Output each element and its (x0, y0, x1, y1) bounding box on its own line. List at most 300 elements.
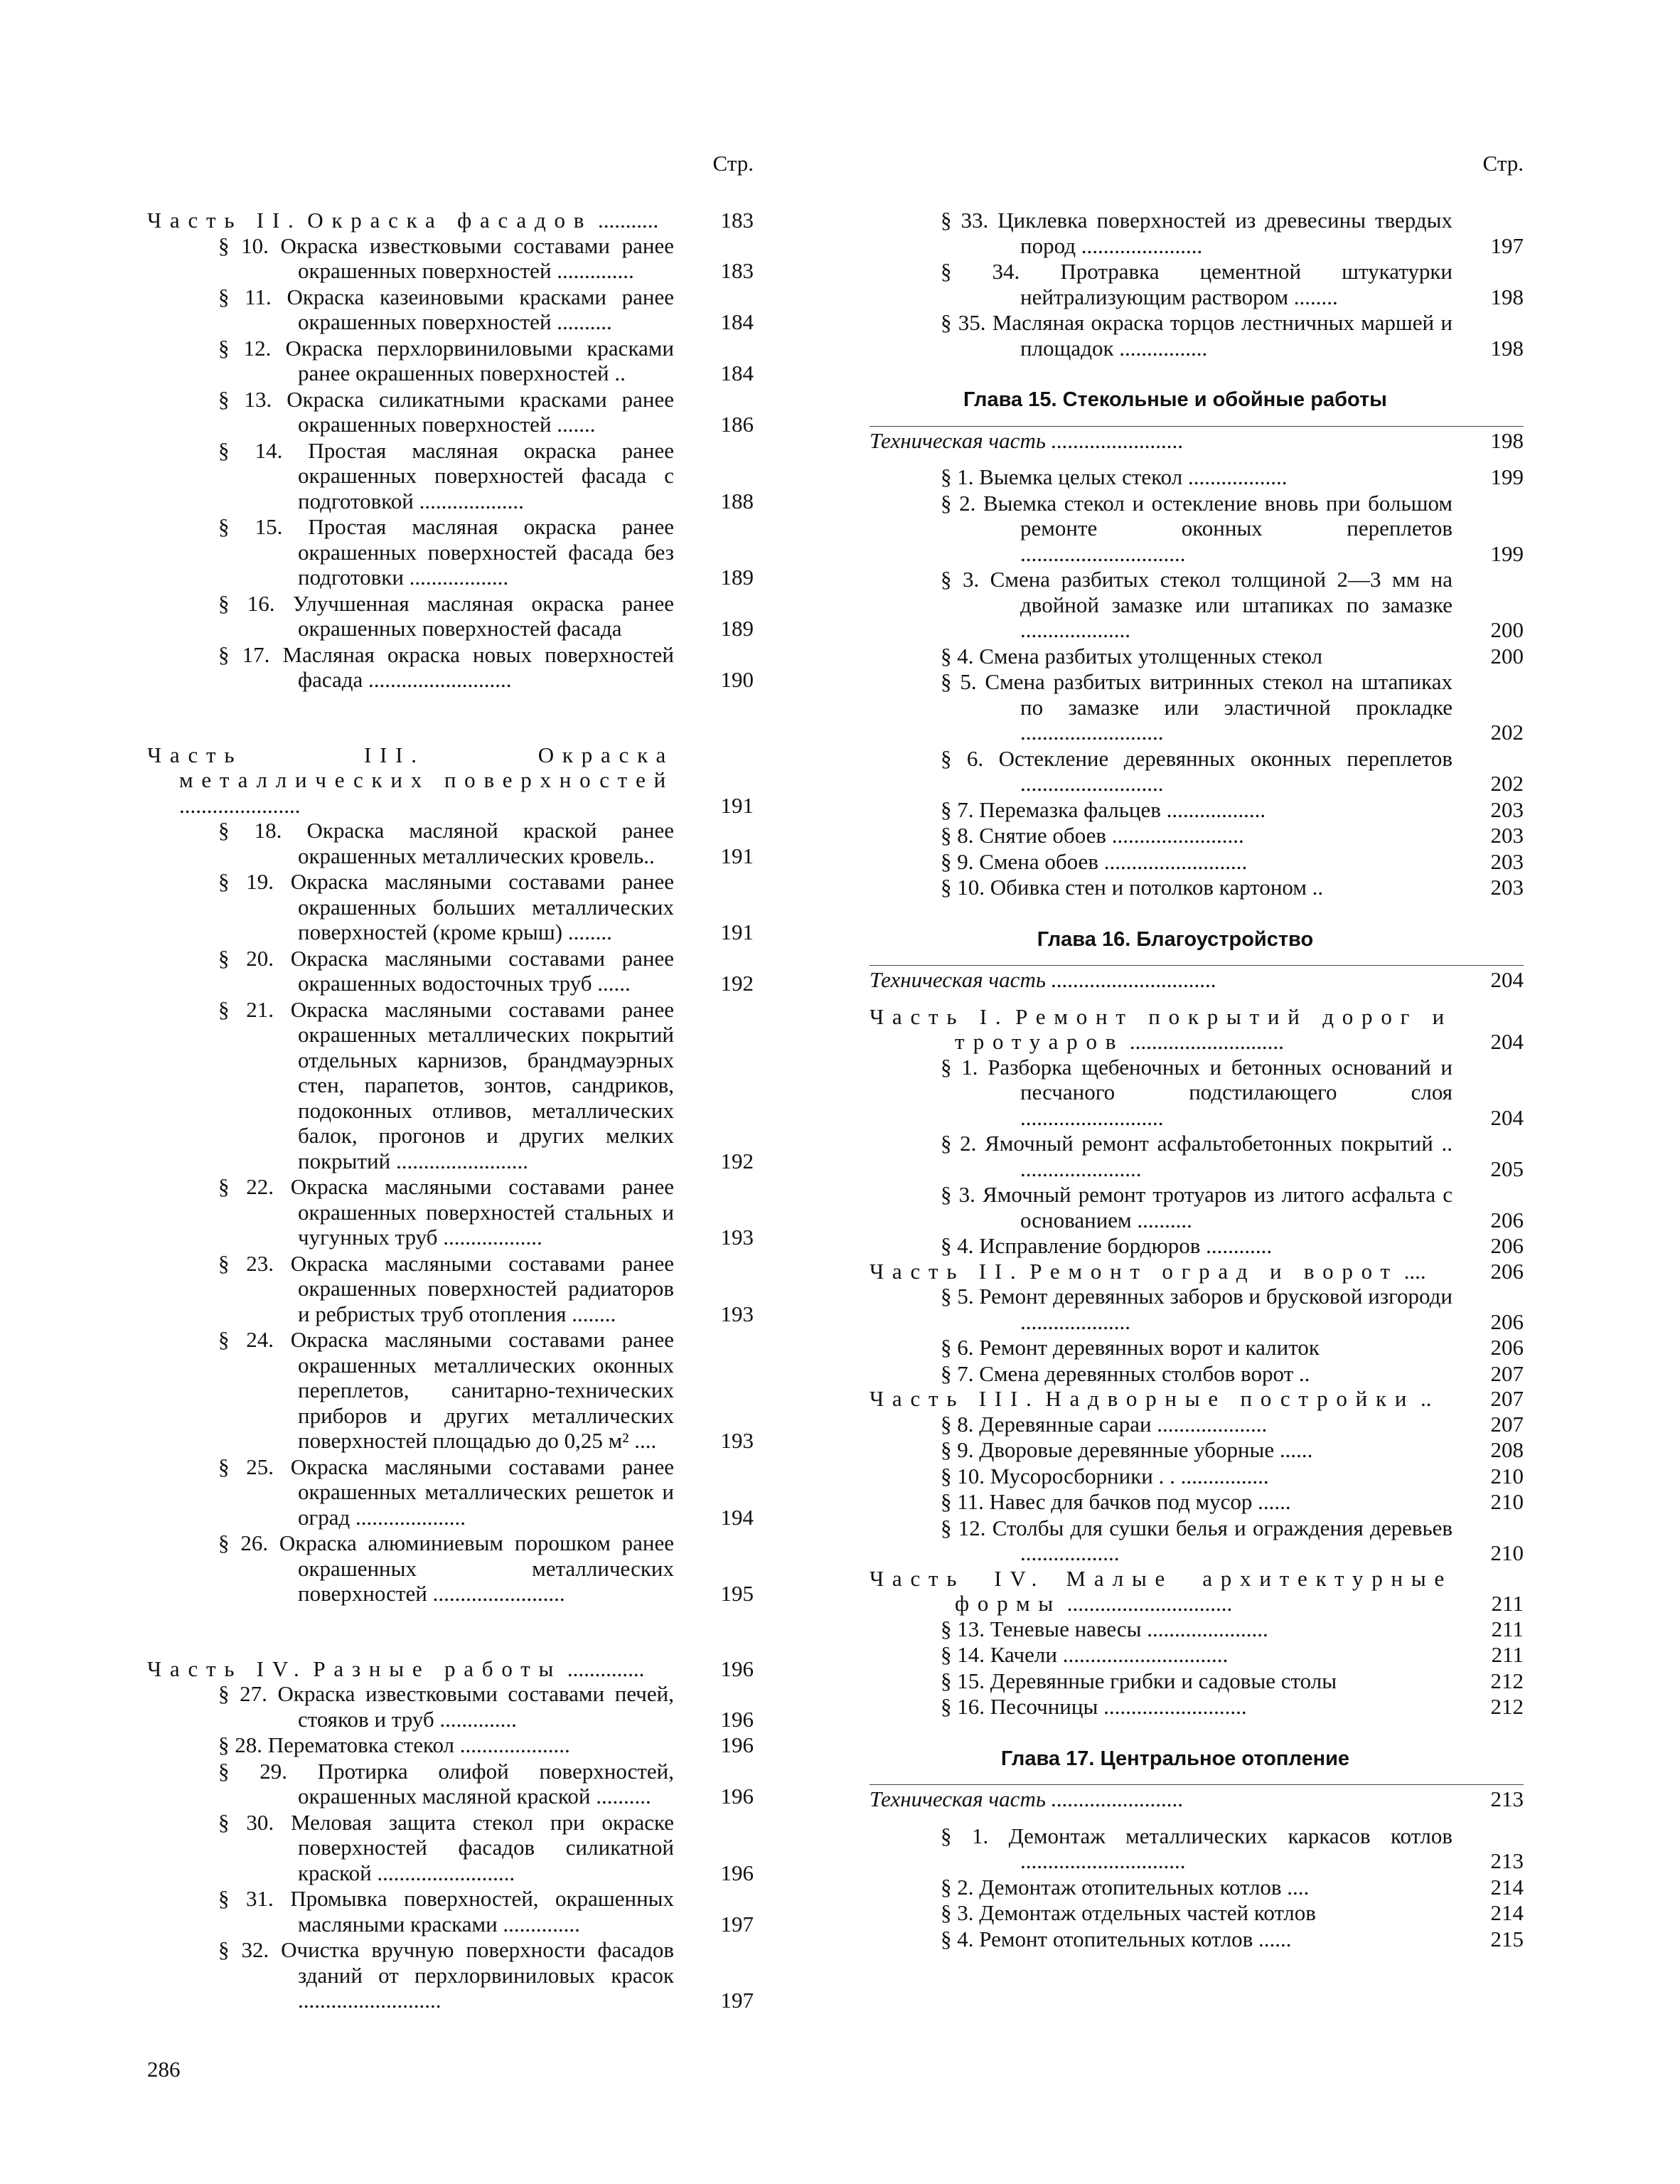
toc-entry (870, 1335, 1524, 1360)
section-text: Мусоросборники . . ................ (990, 1463, 1269, 1488)
section-number: § 28. (218, 1732, 262, 1757)
section-title (870, 1875, 1452, 1900)
toc-entry (870, 746, 1524, 797)
toc-entry (147, 869, 754, 945)
section-text: Перематовка стекол .................... (267, 1732, 570, 1757)
leader-dots: .. (1420, 1386, 1432, 1411)
section-text: Окраска силикатными красками ранее окрашенных поверхностей ....... (287, 386, 675, 437)
toc-entry (147, 818, 754, 868)
section-title (870, 1616, 1452, 1642)
section-number: § 10. (218, 233, 269, 258)
page-column-header: Стр. (1482, 151, 1524, 176)
page-ref: 183 (720, 208, 754, 233)
toc-entry (870, 1642, 1524, 1668)
section-number: § 3. (941, 1182, 975, 1207)
section-title (870, 1823, 1452, 1874)
section-text: Ремонт деревянных заборов и брусковой изгороди .................... (979, 1284, 1453, 1334)
part-prefix: Часть III. (147, 742, 425, 767)
toc-entry (147, 387, 754, 437)
toc-entry (870, 1823, 1524, 1874)
page-ref: 207 (1490, 1411, 1524, 1437)
page-ref: 189 (720, 616, 754, 641)
part-prefix: Часть II. (870, 1258, 1024, 1284)
toc-entry (870, 1784, 1524, 1812)
section-number: § 18. (218, 818, 282, 843)
page-ref: 197 (720, 1988, 754, 2013)
toc-entry (147, 1759, 754, 1809)
section-title (147, 946, 674, 996)
section-title (147, 1681, 674, 1732)
section-number: § 3. (941, 567, 980, 592)
section-number: § 4. (941, 1926, 974, 1951)
toc-entry (870, 1386, 1524, 1412)
page-ref: 203 (1490, 797, 1524, 822)
section-number: § 6. (941, 745, 984, 771)
section-title (870, 875, 1452, 900)
section-title (147, 1937, 674, 2013)
section-number: § 20. (218, 945, 274, 971)
page-ref: 211 (1491, 1591, 1524, 1616)
toc-entry (870, 1694, 1524, 1720)
page-ref: 192 (720, 1148, 754, 1173)
section-number: § 30. (218, 1809, 274, 1835)
section-text: Окраска масляными составами ранее окрашенных металлических оконных переплетов, санитарно-технических приборов и других металлических поверхностей площадью до 0,25 м² .... (290, 1327, 675, 1453)
page-ref: 198 (1490, 427, 1524, 453)
part-name: Окраска фасадов (307, 208, 593, 233)
section-title (147, 1174, 674, 1250)
page-ref: 207 (1490, 1360, 1524, 1386)
toc-entry (147, 336, 754, 386)
section-title (870, 208, 1452, 258)
section-text: Обивка стен и потолков картоном .. (990, 875, 1324, 900)
section-text: Очистка вручную поверхности фасадов зданий от перхлорвиниловых красок .......................... (281, 1937, 675, 2013)
page-ref: 193 (720, 1428, 754, 1453)
section-text: Смена разбитых стекол толщиной 2—3 мм на двойной замазке или штапиках по замазке .................... (990, 567, 1453, 642)
page-ref: 195 (720, 1581, 754, 1606)
section-title (147, 1327, 674, 1454)
section-text: Демонтаж отдельных частей котлов (979, 1900, 1316, 1925)
page-ref: 194 (720, 1504, 754, 1530)
section-title (870, 491, 1452, 567)
section-text: Смена разбитых витринных стекол на штапиках по замазке или эластичной прокладке .......................... (985, 669, 1453, 745)
toc-entry (147, 1327, 754, 1454)
page-ref: 198 (1490, 335, 1524, 361)
section-number: § 23. (218, 1250, 274, 1276)
section-title (870, 1900, 1452, 1926)
section-text: Улучшенная масляная окраска ранее окрашенных поверхностей фасада (292, 590, 675, 641)
toc-entry (870, 1927, 1524, 1952)
section-number: § 12. (941, 1515, 986, 1540)
page-ref: 211 (1491, 1616, 1524, 1641)
section-gap (147, 693, 754, 742)
section-number: § 22. (218, 1174, 274, 1199)
toc-entry (870, 669, 1524, 745)
section-title (870, 310, 1452, 361)
toc-entry (147, 284, 754, 335)
section-number: § 1. (941, 1823, 989, 1848)
section-number: § 14. (218, 437, 283, 463)
section-number: § 16. (941, 1694, 985, 1719)
section-title (870, 1412, 1452, 1437)
section-number: § 21. (218, 996, 274, 1022)
section-number: § 15. (941, 1668, 985, 1693)
page-ref: 203 (1490, 875, 1524, 900)
section-title (147, 233, 674, 284)
section-text: Деревянные сараи .................... (979, 1411, 1268, 1437)
section-text: Остекление деревянных оконных переплетов .......................... (998, 745, 1453, 796)
section-title (147, 1886, 674, 1937)
section-number: § 19. (218, 869, 274, 894)
section-text: Протравка цементной штукатурки нейтрализующим раствором ........ (1020, 259, 1453, 309)
toc-entry (870, 965, 1524, 993)
toc-entry (870, 1668, 1524, 1694)
section-text: Циклевка поверхностей из древесины твердых пород ...................... (997, 208, 1452, 258)
section-gap (147, 1607, 754, 1656)
toc-entry (870, 1464, 1524, 1489)
toc-entry (870, 1875, 1524, 1900)
section-number: § 27. (218, 1681, 267, 1706)
section-text: Меловая защита стекол при окраске поверхностей фасадов силикатной краской ......................... (290, 1809, 675, 1885)
section-text: Разборка щебеночных и бетонных оснований и песчаного подстилающего слоя .......................... (988, 1054, 1453, 1130)
page-ref: 200 (1490, 617, 1524, 642)
toc-entry (870, 464, 1524, 490)
section-title (147, 1759, 674, 1809)
chapter-heading: Глава 16. Благоустройство (1037, 927, 1314, 951)
section-text: Окраска масляной краской ранее окрашенных металлических кровель.. (298, 818, 675, 868)
section-text: Теневые навесы ...................... (990, 1616, 1268, 1641)
section-title (147, 1732, 674, 1758)
section-text: Окраска алюминиевым порошком ранее окрашенных металлических поверхностей ........................ (279, 1530, 675, 1606)
toc-entry (870, 1437, 1524, 1463)
page-ref: 191 (720, 843, 754, 868)
page-ref: 212 (1490, 1668, 1524, 1693)
toc-entry (147, 742, 754, 819)
toc-entry (870, 1284, 1524, 1334)
section-text: Смена деревянных столбов ворот .. (979, 1360, 1310, 1386)
toc-entry (147, 1530, 754, 1607)
section-text: Протирка олифой поверхностей, окрашенных масляной краской .......... (298, 1758, 674, 1809)
section-title (870, 1055, 1452, 1131)
page-ref: 208 (1490, 1437, 1524, 1462)
section-title (147, 284, 674, 335)
section-number: § 1. (941, 464, 974, 489)
section-title (870, 464, 1452, 490)
page-ref: 213 (1490, 1786, 1524, 1811)
section-number: § 24. (218, 1327, 274, 1352)
section-title (870, 1927, 1452, 1952)
toc-entry (870, 1004, 1524, 1055)
page-ref: 210 (1490, 1540, 1524, 1565)
section-text: Ремонт отопительных котлов ...... (979, 1926, 1292, 1951)
section-text: Дворовые деревянные уборные ...... (979, 1437, 1313, 1462)
part-name: Надворные постройки (1045, 1386, 1416, 1411)
toc-entry (870, 1259, 1524, 1284)
page-ref: 197 (720, 1911, 754, 1937)
page-ref: 210 (1490, 1463, 1524, 1488)
toc-entry (870, 1489, 1524, 1515)
page-ref: 198 (1490, 284, 1524, 309)
section-title (147, 1251, 674, 1327)
section-title (147, 997, 674, 1174)
part-prefix: Часть III. (870, 1386, 1040, 1411)
section-text: Перемазка фальцев .................. (979, 797, 1266, 822)
leader-dots: ........... (597, 208, 659, 233)
page-ref: 199 (1490, 540, 1524, 566)
toc-entry (870, 259, 1524, 309)
section-text: Окраска масляными составами ранее окрашенных металлических покрытий отдельных карнизов, брандмауэрных стен, парапетов, зонтов, сандриков, подоконных отливов, металлических балок, прогонов и других мелких покрытий ........................ (290, 996, 675, 1173)
section-title (870, 1361, 1452, 1387)
page-ref: 184 (720, 309, 754, 334)
section-title (147, 818, 674, 868)
toc-entry (147, 591, 754, 641)
section-number: § 6. (941, 1335, 974, 1360)
leader-dots: .............................. (1066, 1591, 1233, 1616)
part-title (147, 742, 674, 819)
page-ref: 207 (1490, 1386, 1524, 1411)
page-ref: 206 (1490, 1207, 1524, 1232)
section-title (870, 644, 1452, 669)
section-text: Окраска масляными составами ранее окрашенных металлических решеток и оград .................... (290, 1454, 675, 1530)
section-number: § 25. (218, 1454, 274, 1479)
toc-entry (870, 1233, 1524, 1259)
page-ref: 202 (1490, 771, 1524, 796)
toc-entry (870, 875, 1524, 900)
section-text: Демонтаж металлических каркасов котлов .............................. (1008, 1823, 1452, 1873)
part-prefix: Часть IV. (870, 1565, 1046, 1591)
section-number: § 4. (941, 1233, 974, 1258)
section-title (870, 797, 1452, 823)
part-title (870, 1259, 1452, 1284)
section-text: Исправление бордюров ............ (979, 1233, 1273, 1258)
toc-entry (147, 1454, 754, 1530)
toc-entry (870, 1055, 1524, 1131)
section-number: § 34. (941, 259, 1020, 284)
page-ref: 204 (1490, 1104, 1524, 1130)
toc-entry (870, 849, 1524, 875)
section-number: § 15. (218, 514, 283, 539)
page-ref: 199 (1490, 464, 1524, 489)
part-prefix: Часть I. (870, 1003, 1010, 1029)
toc-entry (147, 514, 754, 590)
part-prefix: Часть IV. (147, 1656, 308, 1681)
page-ref: 204 (1490, 1029, 1524, 1054)
section-number: § 32. (218, 1937, 269, 1962)
section-number: § 13. (941, 1616, 985, 1641)
part-prefix: Часть II. (147, 208, 302, 233)
page-ref: 203 (1490, 823, 1524, 848)
section-number: § 7. (941, 797, 974, 822)
page-ref: 206 (1490, 1335, 1524, 1360)
page-ref: 200 (1490, 643, 1524, 668)
section-text: Простая масляная окраска ранее окрашенных поверхностей фасада с подготовкой ................... (298, 437, 675, 513)
section-number: § 8. (941, 823, 974, 848)
page-ref: 206 (1490, 1233, 1524, 1258)
page-ref: 211 (1491, 1642, 1524, 1667)
page-ref: 188 (720, 488, 754, 513)
page-ref: 191 (720, 792, 754, 818)
toc-entries-right (870, 208, 1524, 1951)
section-title (870, 259, 1452, 309)
part-title (147, 1656, 674, 1682)
section-number: § 35. (941, 310, 986, 335)
toc-entry (870, 1616, 1524, 1642)
section-text: Окраска масляными составами ранее окрашенных поверхностей стальных и чугунных труб .................. (290, 1174, 675, 1250)
section-number: § 12. (218, 335, 272, 361)
part-name: Ремонт покрытий дорог и тротуаров (955, 1003, 1452, 1054)
section-text: Масляная окраска новых поверхностей фасада .......................... (282, 641, 675, 692)
page-ref: 214 (1490, 1874, 1524, 1900)
section-text: Окраска масляными составами ранее окрашенных водосточных труб ...... (290, 945, 675, 996)
toc-entry (147, 997, 754, 1174)
section-title (870, 1182, 1452, 1232)
toc-entry (147, 208, 754, 233)
section-text: Столбы для сушки белья и ограждения деревьев .................. (992, 1515, 1453, 1565)
part-title (870, 1004, 1452, 1055)
section-title (870, 1694, 1452, 1720)
section-text: Выемка целых стекол .................. (979, 464, 1288, 489)
part-name: Разные работы (313, 1656, 562, 1681)
page-ref: 214 (1490, 1900, 1524, 1925)
technical-part-title: Техническая часть ........................ (870, 1786, 1184, 1811)
section-text: Смена разбитых утолщенных стекол (979, 643, 1323, 668)
section-title (870, 1284, 1452, 1334)
toc-column-right (870, 151, 1524, 1951)
section-number: § 7. (941, 1360, 974, 1386)
page-ref: 213 (1490, 1848, 1524, 1873)
page-ref: 193 (720, 1225, 754, 1250)
toc-entry (870, 1566, 1524, 1616)
toc-entry (870, 567, 1524, 643)
section-text: Выемка стекол и остекление вновь при большом ремонте оконных переплетов .............................. (983, 490, 1453, 566)
page-ref: 196 (720, 1784, 754, 1809)
page-ref: 189 (720, 565, 754, 590)
section-text: Деревянные грибки и садовые столы (990, 1668, 1337, 1693)
page-ref: 197 (1490, 233, 1524, 258)
section-number: § 2. (941, 490, 976, 516)
section-title (870, 1668, 1452, 1694)
page-ref: 186 (720, 412, 754, 437)
section-number: § 1. (941, 1054, 978, 1080)
section-number: § 8. (941, 1411, 974, 1437)
page-ref: 192 (720, 971, 754, 996)
toc-entries-left (147, 208, 754, 2013)
toc-entry (147, 1656, 754, 1682)
part-title (870, 1566, 1452, 1616)
section-title (870, 1131, 1452, 1181)
section-text: Окраска перхлорвиниловыми красками ранее окрашенных поверхностей .. (285, 335, 675, 385)
toc-entry (147, 1886, 754, 1937)
section-number: § 10. (941, 1463, 985, 1488)
toc-entry (870, 1131, 1524, 1181)
section-title (870, 1642, 1452, 1668)
section-title (870, 1516, 1452, 1566)
section-title (870, 746, 1452, 797)
leader-dots: ...................... (179, 792, 301, 818)
toc-entry (147, 1732, 754, 1758)
chapter-heading: Глава 15. Стекольные и обойные работы (963, 388, 1387, 411)
section-number: § 13. (218, 386, 272, 412)
page-ref: 183 (720, 258, 754, 283)
section-text: Окраска известковыми составами ранее окрашенных поверхностей .............. (280, 233, 675, 283)
section-title (147, 1530, 674, 1607)
section-number: § 4. (941, 643, 974, 668)
toc-entry (870, 426, 1524, 454)
toc-entry (147, 1251, 754, 1327)
page-ref: 196 (720, 1732, 754, 1757)
section-number: § 2. (941, 1874, 974, 1900)
section-number: § 3. (941, 1900, 974, 1925)
technical-part-title: Техническая часть ........................ (870, 427, 1184, 453)
toc-entry (870, 491, 1524, 567)
leader-dots: .............. (567, 1656, 645, 1681)
chapter-heading: Глава 17. Центральное отопление (1000, 1747, 1350, 1770)
section-number: § 2. (941, 1131, 977, 1156)
section-title (147, 438, 674, 514)
toc-entry (870, 208, 1524, 258)
page-ref: 196 (720, 1860, 754, 1885)
section-title (870, 669, 1452, 745)
leader-dots: .... (1403, 1258, 1426, 1284)
section-title (147, 514, 674, 590)
page-ref: 210 (1490, 1489, 1524, 1514)
part-title (147, 208, 674, 233)
section-text: Окраска казеиновыми красками ранее окрашенных поверхностей .......... (287, 284, 674, 334)
section-text: Окраска известковыми составами печей, стояков и труб .............. (277, 1681, 674, 1732)
section-text: Окраска масляными составами ранее окрашенных поверхностей радиаторов и ребристых труб отопления ........ (290, 1250, 675, 1326)
toc-column-left (147, 151, 754, 2013)
toc-entry (870, 1182, 1524, 1232)
technical-part-title: Техническая часть .............................. (870, 967, 1217, 992)
section-title (870, 1437, 1452, 1463)
page-ref: 184 (720, 361, 754, 385)
page-ref: 193 (720, 1301, 754, 1326)
section-text: Промывка поверхностей, окрашенных масляными красками .............. (290, 1886, 675, 1937)
page-ref: 196 (720, 1706, 754, 1732)
section-number: § 5. (941, 669, 977, 694)
toc-entry (870, 1361, 1524, 1387)
section-text: Масляная окраска торцов лестничных маршей и площадок ................ (992, 310, 1453, 361)
toc-entry (870, 644, 1524, 669)
section-title (870, 823, 1452, 848)
section-text: Ремонт деревянных ворот и калиток (979, 1335, 1320, 1360)
section-text: Ямочный ремонт тротуаров из литого асфальта с основанием .......... (983, 1182, 1452, 1232)
section-number: § 29. (218, 1758, 287, 1784)
page-ref: 190 (720, 667, 754, 692)
part-title (870, 1386, 1452, 1412)
section-title (147, 1810, 674, 1886)
section-number: § 26. (218, 1530, 269, 1555)
page-ref: 215 (1490, 1926, 1524, 1951)
section-text: Демонтаж отопительных котлов .... (979, 1874, 1310, 1900)
toc-entry (870, 310, 1524, 361)
section-text: Снятие обоев ........................ (979, 823, 1244, 848)
toc-entry (147, 233, 754, 284)
section-text: Песочницы .......................... (990, 1694, 1247, 1719)
section-title (870, 1489, 1452, 1515)
section-number: § 14. (941, 1642, 985, 1667)
part-name: Ремонт оград и ворот (1029, 1258, 1398, 1284)
page-number: 286 (147, 2057, 181, 2082)
toc-entry (870, 1412, 1524, 1437)
part-name: Окраска металлических поверхностей (179, 742, 674, 792)
section-title (870, 1464, 1452, 1489)
page-ref: 205 (1490, 1156, 1524, 1181)
page-column-header: Стр. (712, 151, 754, 176)
section-title (147, 1454, 674, 1530)
section-number: § 9. (941, 1437, 974, 1462)
page-ref: 191 (720, 920, 754, 944)
section-number: § 11. (218, 284, 272, 309)
